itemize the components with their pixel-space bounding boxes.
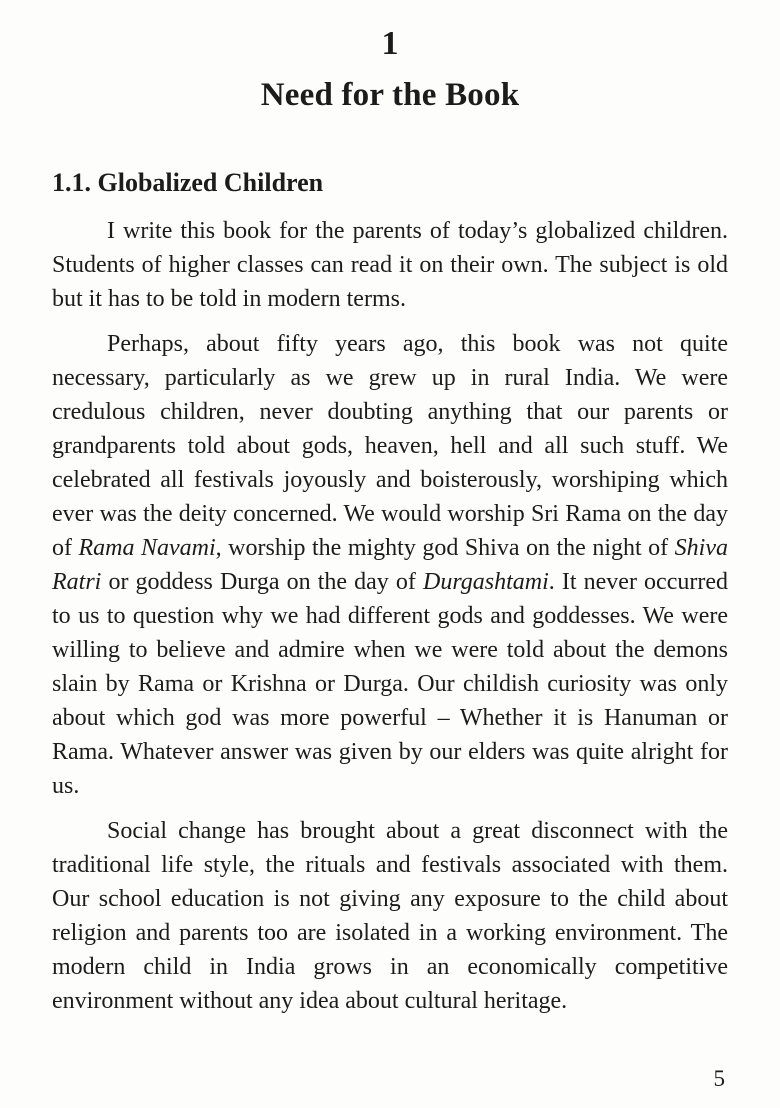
body-paragraphs (52, 214, 728, 1018)
paragraph (52, 327, 728, 803)
text-run: I write this book for the parents of today’s globalized children. Students of higher classes can read it on their own. The subject is old but it has to be told in modern terms. (52, 218, 728, 312)
italic-text: Rama Navami (78, 535, 216, 561)
section-heading: 1.1. Globalized Children (52, 168, 324, 197)
italic-text: Shiva Ratri (52, 535, 728, 595)
chapter-title: Need for the Book (260, 77, 520, 113)
paragraph (52, 814, 728, 1018)
page-number: 5 (713, 1066, 725, 1091)
text-run: . It never occurred to us to question why we had different gods and goddesses. We were willing to believe and admire when we were told about the demons slain by Rama or Krishna or Durga. Our childish curiosity was only about which god was more powerful – Whether it is Hanuman or Rama. Whatever answer was given by our elders was quite alright for us. (52, 569, 728, 799)
text-run: Social change has brought about a great disconnect with the traditional life style, the rituals and festivals associated with them. Our school education is not giving any exposure to the child about religion and parents too are isolated in a working environment. The modern child in India grows in an economically competitive environment without any idea about cultural heritage. (52, 818, 728, 1014)
text-run: , worship the mighty god Shiva on the night of (215, 535, 675, 561)
paragraph (52, 214, 728, 316)
text-run: or goddess Durga on the day of (101, 569, 423, 595)
italic-text: Durgashtami (422, 569, 549, 595)
chapter-number: 1 (381, 25, 399, 62)
text-run: Perhaps, about fifty years ago, this book was not quite necessary, particularly as we grew up in rural India. We were credulous children, never doubting anything that our parents or grandparents told about gods, heaven, hell and all such stuff. We celebrated all festivals joyously and boisterously, worshiping which ever was the deity concerned. We would worship Sri Rama on the day of (52, 331, 728, 561)
